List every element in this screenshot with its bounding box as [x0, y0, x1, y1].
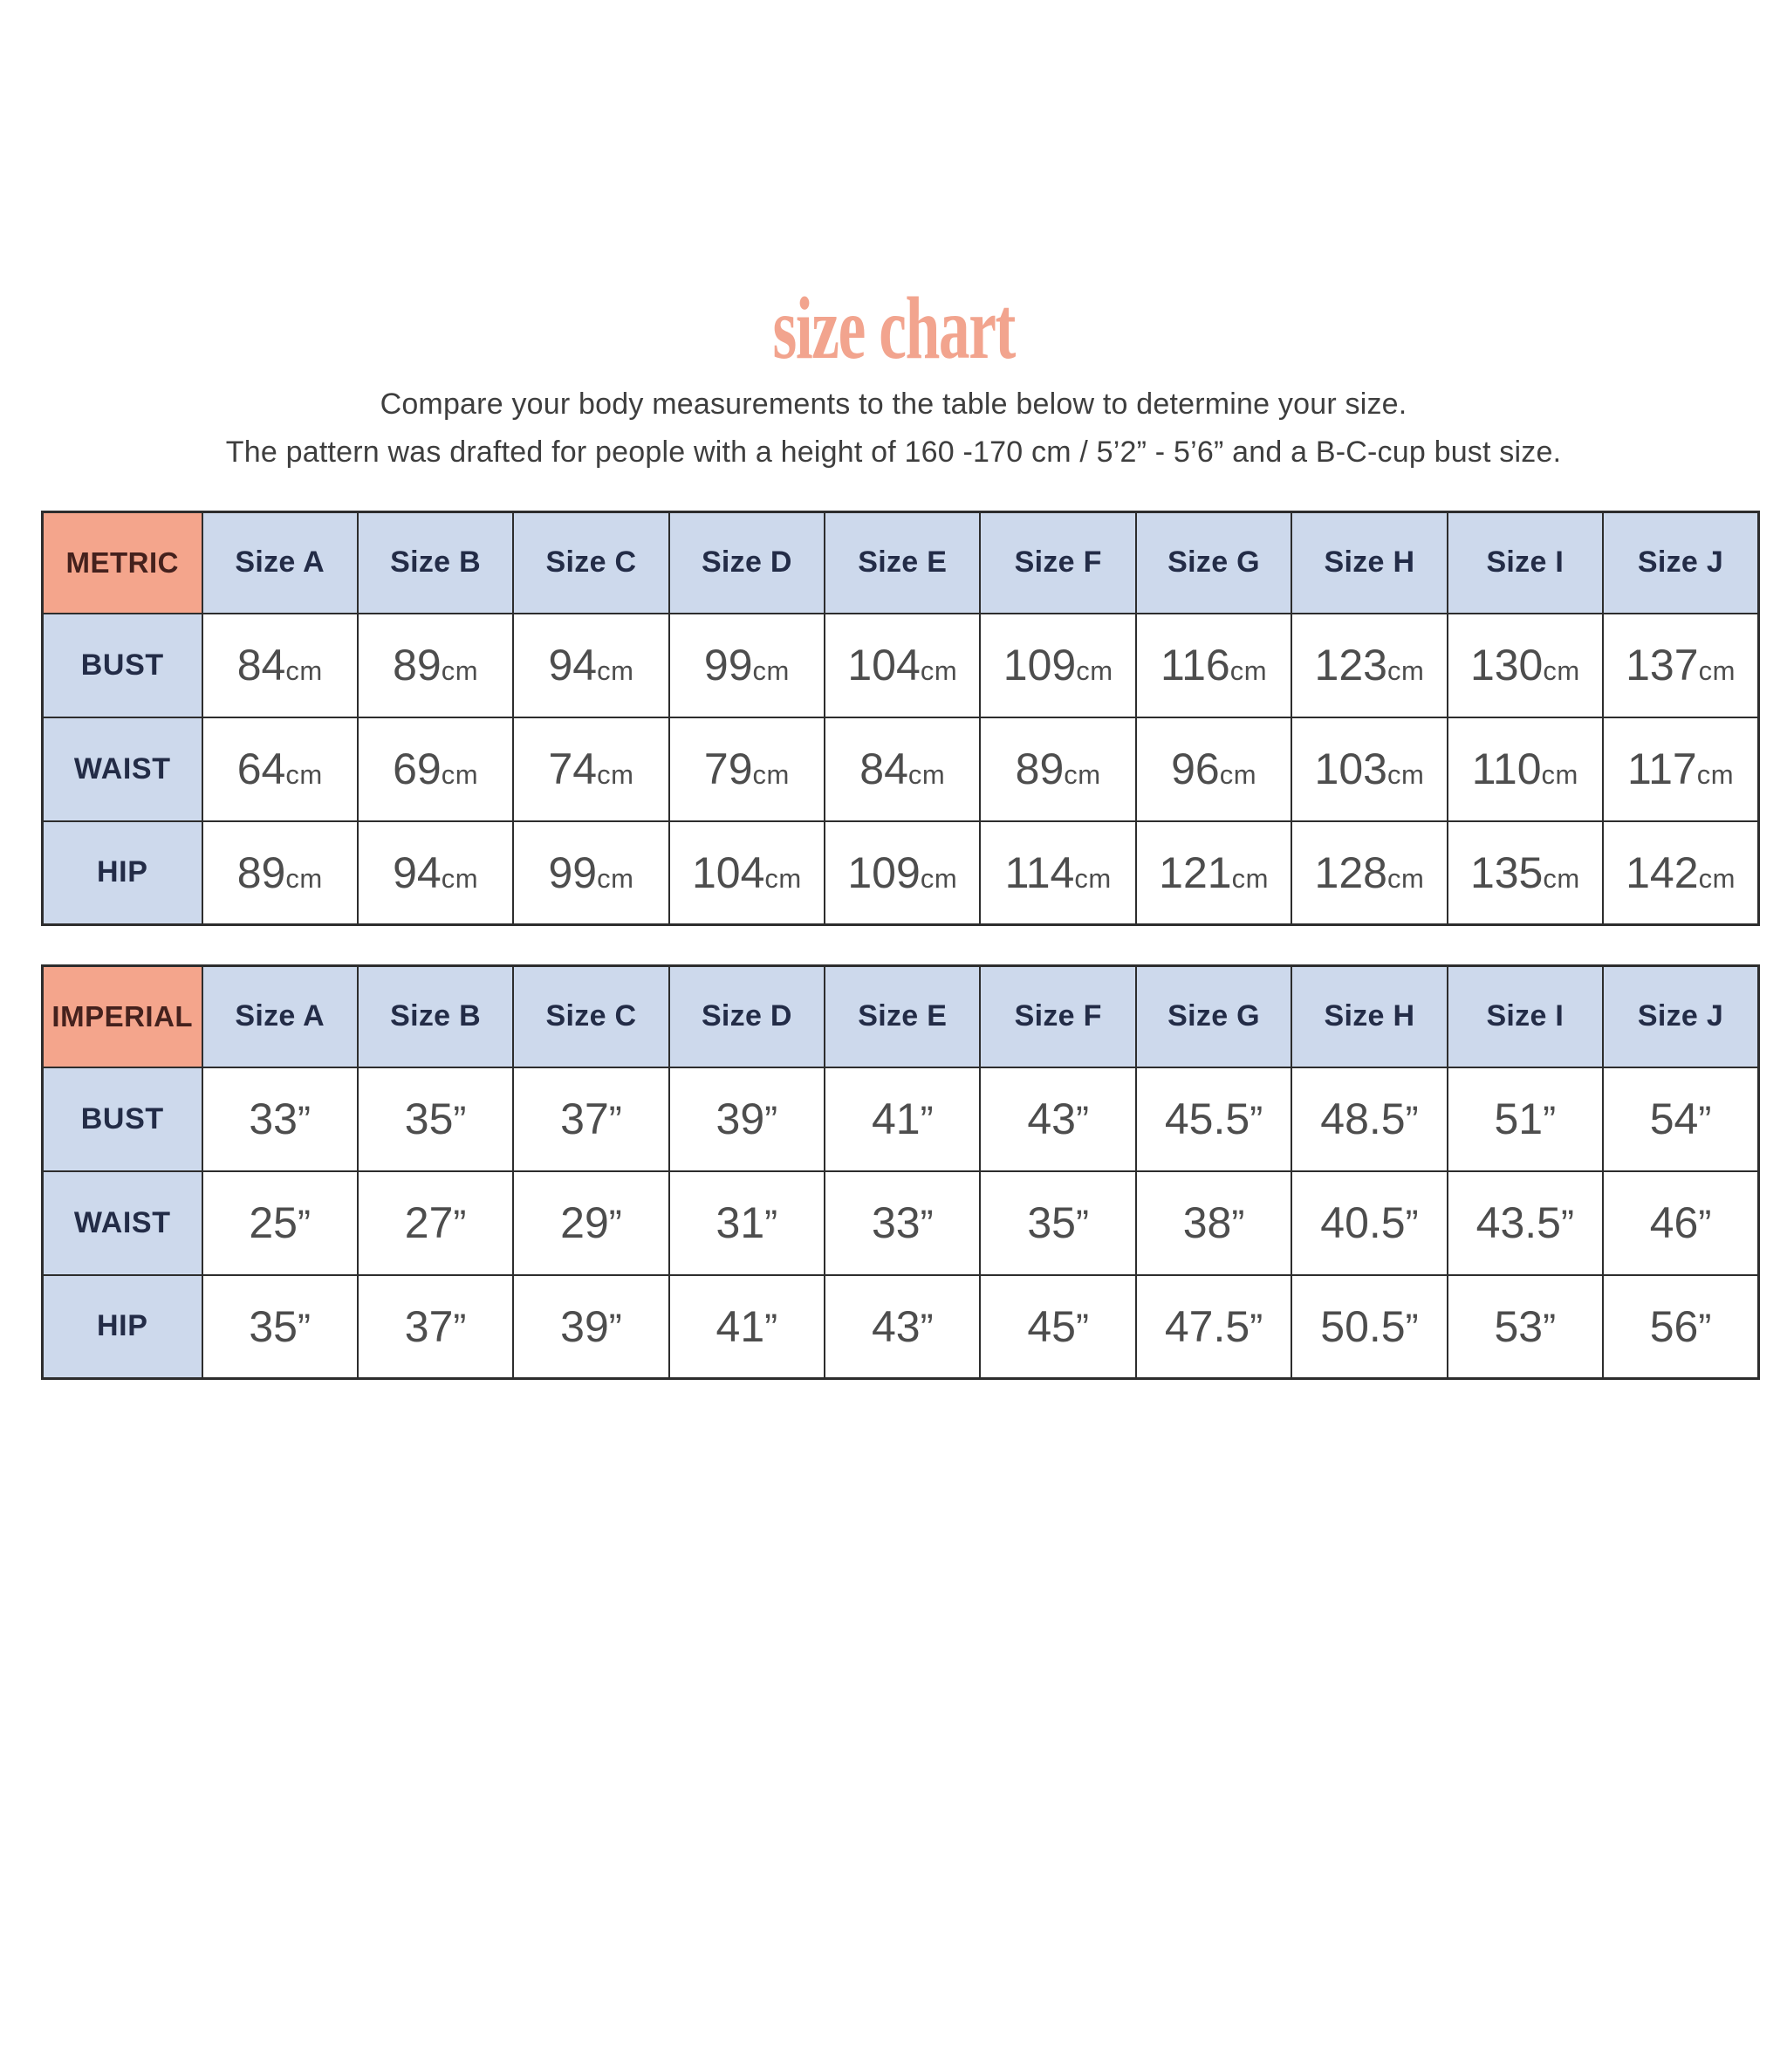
- measurement-row-header: HIP: [43, 821, 202, 925]
- measurement-value-cell: [513, 1171, 668, 1275]
- measurement-unit: cm: [285, 655, 323, 687]
- measurement-unit: cm: [285, 862, 323, 894]
- measurement-value-cell: [202, 614, 358, 717]
- measurement-number: 104: [847, 641, 921, 690]
- measurement-number: 117: [1626, 744, 1697, 794]
- measurement-unit: cm: [1698, 655, 1736, 687]
- size-column-header: Size I: [1448, 512, 1603, 614]
- measurement-unit: cm: [752, 759, 790, 791]
- measurement-unit: ”: [1698, 1305, 1712, 1350]
- measurement-value-cell: [825, 1171, 980, 1275]
- measurement-value-cell: [358, 821, 513, 925]
- measurement-unit: ”: [298, 1098, 311, 1143]
- measurement-number: 54: [1649, 1094, 1699, 1144]
- measurement-unit: ”: [764, 1202, 778, 1247]
- measurement-value-cell: [1448, 614, 1603, 717]
- measurement-value-cell: [825, 1275, 980, 1379]
- measurement-number: 130: [1469, 641, 1544, 690]
- measurement-row: [43, 1275, 1759, 1379]
- size-column-header: Size E: [825, 966, 980, 1067]
- measurement-unit: cm: [597, 862, 634, 894]
- measurement-unit: cm: [907, 759, 946, 791]
- measurement-value-cell: [513, 614, 668, 717]
- measurement-number: 64: [236, 744, 286, 794]
- measurement-unit: cm: [1231, 862, 1269, 894]
- measurement-unit: ”: [1250, 1098, 1263, 1143]
- measurement-unit: cm: [764, 862, 802, 894]
- measurement-number: 46: [1649, 1198, 1699, 1248]
- measurement-unit: ”: [1075, 1305, 1089, 1350]
- measurement-row: [43, 821, 1759, 925]
- measurement-value-cell: [825, 614, 980, 717]
- size-column-header: Size J: [1603, 512, 1758, 614]
- measurement-value-cell: [1448, 717, 1603, 821]
- measurement-unit: cm: [1229, 655, 1268, 687]
- subtitle-line-2: The pattern was drafted for people with a height of 160 -170 cm / 5’2” - 5’6” and a B-C-cup bust size.: [225, 436, 1562, 470]
- measurement-value-cell: [669, 717, 825, 821]
- measurement-number: 50.5: [1320, 1301, 1406, 1351]
- measurement-unit: ”: [608, 1098, 622, 1143]
- measurement-number: 99: [548, 847, 598, 897]
- measurement-unit: cm: [1386, 655, 1425, 687]
- size-column-header: Size F: [980, 512, 1135, 614]
- measurement-unit: ”: [608, 1305, 622, 1350]
- measurement-row-header: BUST: [43, 1067, 202, 1171]
- measurement-unit: ”: [453, 1202, 467, 1247]
- measurement-number: 37: [404, 1301, 454, 1351]
- measurement-number: 41: [715, 1301, 765, 1351]
- measurement-unit: ”: [920, 1098, 934, 1143]
- measurement-value-cell: [1448, 1171, 1603, 1275]
- size-column-header: Size J: [1603, 966, 1758, 1067]
- measurement-number: 116: [1161, 641, 1230, 690]
- measurement-number: 103: [1314, 744, 1387, 794]
- measurement-value-cell: [202, 717, 358, 821]
- measurement-unit: ”: [1405, 1098, 1419, 1143]
- measurement-unit: ”: [1250, 1305, 1263, 1350]
- measurement-number: 27: [404, 1198, 454, 1248]
- measurement-unit: cm: [1219, 759, 1257, 791]
- measurement-value-cell: [202, 1275, 358, 1379]
- measurement-unit: cm: [285, 759, 323, 791]
- measurement-number: 37: [560, 1094, 609, 1144]
- measurement-number: 33: [871, 1198, 921, 1248]
- measurement-unit: ”: [453, 1098, 467, 1143]
- size-column-header: Size H: [1291, 512, 1447, 614]
- measurement-value-cell: [1291, 717, 1447, 821]
- measurement-number: 45: [1027, 1301, 1076, 1351]
- measurement-value-cell: [1136, 614, 1291, 717]
- imperial-unit-label-cell: IMPERIAL: [43, 966, 202, 1067]
- measurement-value-cell: [513, 821, 668, 925]
- measurement-value-cell: [1603, 1275, 1758, 1379]
- measurement-row: [43, 1067, 1759, 1171]
- measurement-number: 43.5: [1475, 1198, 1561, 1248]
- measurement-number: 43: [871, 1301, 921, 1351]
- measurement-unit: ”: [1698, 1098, 1712, 1143]
- measurement-value-cell: [825, 1067, 980, 1171]
- measurement-value-cell: [1603, 614, 1758, 717]
- measurement-number: 137: [1626, 641, 1699, 690]
- measurement-unit: cm: [1074, 862, 1112, 894]
- size-chart-page: [0, 279, 1787, 1380]
- measurement-number: 74: [548, 744, 598, 794]
- size-column-header: Size F: [980, 966, 1135, 1067]
- measurement-row: [43, 614, 1759, 717]
- measurement-unit: cm: [1543, 655, 1580, 687]
- measurement-unit: cm: [597, 655, 634, 687]
- measurement-value-cell: [358, 1171, 513, 1275]
- size-column-header: Size A: [202, 512, 358, 614]
- measurement-value-cell: [980, 1275, 1135, 1379]
- measurement-number: 39: [715, 1094, 765, 1144]
- measurement-unit: cm: [1698, 862, 1736, 894]
- measurement-row-header: WAIST: [43, 717, 202, 821]
- size-column-header: Size G: [1136, 512, 1291, 614]
- measurement-value-cell: [1291, 1067, 1447, 1171]
- measurement-value-cell: [1603, 1067, 1758, 1171]
- measurement-number: 128: [1314, 847, 1387, 897]
- measurement-number: 38: [1182, 1198, 1232, 1248]
- measurement-value-cell: [1136, 821, 1291, 925]
- measurement-value-cell: [1603, 1171, 1758, 1275]
- measurement-number: 94: [393, 847, 442, 897]
- measurement-unit: ”: [298, 1202, 311, 1247]
- measurement-value-cell: [1136, 1171, 1291, 1275]
- measurement-value-cell: [980, 717, 1135, 821]
- measurement-unit: ”: [1560, 1202, 1574, 1247]
- measurement-number: 84: [236, 641, 286, 690]
- measurement-value-cell: [825, 821, 980, 925]
- measurement-unit: cm: [1543, 862, 1580, 894]
- measurement-unit: cm: [1696, 759, 1735, 791]
- measurement-value-cell: [1291, 1171, 1447, 1275]
- size-header-row: [43, 966, 1759, 1067]
- measurement-value-cell: [1603, 717, 1758, 821]
- measurement-unit: ”: [453, 1305, 467, 1350]
- measurement-number: 35: [1027, 1198, 1076, 1248]
- measurement-unit: ”: [1075, 1098, 1089, 1143]
- size-column-header: Size G: [1136, 966, 1291, 1067]
- size-column-header: Size E: [825, 512, 980, 614]
- measurement-unit: cm: [441, 759, 479, 791]
- measurement-row: [43, 1171, 1759, 1275]
- measurement-unit: ”: [608, 1202, 622, 1247]
- measurement-value-cell: [980, 614, 1135, 717]
- measurement-value-cell: [669, 1171, 825, 1275]
- measurement-unit: ”: [920, 1305, 934, 1350]
- size-column-header: Size C: [513, 512, 668, 614]
- metric-unit-label-cell: METRIC: [43, 512, 202, 614]
- measurement-value-cell: [202, 1067, 358, 1171]
- measurement-number: 47.5: [1164, 1301, 1250, 1351]
- measurement-number: 39: [560, 1301, 609, 1351]
- measurement-number: 104: [691, 847, 765, 897]
- size-column-header: Size A: [202, 966, 358, 1067]
- measurement-number: 33: [249, 1094, 298, 1144]
- measurement-value-cell: [513, 717, 668, 821]
- measurement-number: 69: [393, 744, 442, 794]
- measurement-number: 40.5: [1320, 1198, 1406, 1248]
- measurement-number: 84: [859, 744, 908, 794]
- metric-size-table: [41, 511, 1760, 926]
- measurement-value-cell: [358, 717, 513, 821]
- measurement-value-cell: [980, 1171, 1135, 1275]
- measurement-number: 35: [404, 1094, 454, 1144]
- measurement-unit: cm: [1386, 759, 1425, 791]
- measurement-value-cell: [202, 821, 358, 925]
- measurement-number: 114: [1004, 847, 1075, 897]
- measurement-number: 135: [1469, 847, 1544, 897]
- measurement-unit: ”: [764, 1305, 778, 1350]
- measurement-unit: cm: [1541, 759, 1578, 791]
- measurement-number: 89: [1015, 744, 1065, 794]
- measurement-row-header: BUST: [43, 614, 202, 717]
- measurement-unit: cm: [597, 759, 634, 791]
- measurement-row-header: HIP: [43, 1275, 202, 1379]
- measurement-number: 123: [1314, 641, 1387, 690]
- measurement-value-cell: [1448, 821, 1603, 925]
- size-column-header: Size B: [358, 966, 513, 1067]
- measurement-number: 142: [1626, 847, 1699, 897]
- measurement-value-cell: [1291, 821, 1447, 925]
- measurement-value-cell: [669, 821, 825, 925]
- measurement-number: 25: [249, 1198, 298, 1248]
- measurement-number: 99: [703, 641, 753, 690]
- measurement-number: 48.5: [1320, 1094, 1406, 1144]
- measurement-unit: cm: [441, 862, 479, 894]
- measurement-value-cell: [358, 1067, 513, 1171]
- size-column-header: Size H: [1291, 966, 1447, 1067]
- measurement-number: 51: [1494, 1094, 1544, 1144]
- measurement-unit: cm: [920, 655, 958, 687]
- measurement-unit: ”: [764, 1098, 778, 1143]
- measurement-value-cell: [980, 821, 1135, 925]
- size-column-header: Size I: [1448, 966, 1603, 1067]
- measurement-number: 35: [249, 1301, 298, 1351]
- measurement-value-cell: [980, 1067, 1135, 1171]
- measurement-unit: cm: [1076, 655, 1113, 687]
- measurement-unit: cm: [441, 655, 479, 687]
- measurement-value-cell: [1603, 821, 1758, 925]
- measurement-unit: ”: [1405, 1202, 1419, 1247]
- measurement-value-cell: [669, 1067, 825, 1171]
- page-title-text: size chart: [772, 279, 1015, 378]
- measurement-value-cell: [825, 717, 980, 821]
- measurement-number: 89: [236, 847, 286, 897]
- measurement-unit: ”: [1075, 1202, 1089, 1247]
- measurement-row-header: WAIST: [43, 1171, 202, 1275]
- size-column-header: Size D: [669, 512, 825, 614]
- measurement-value-cell: [1448, 1275, 1603, 1379]
- measurement-value-cell: [1136, 717, 1291, 821]
- measurement-value-cell: [669, 1275, 825, 1379]
- measurement-number: 109: [847, 847, 921, 897]
- size-column-header: Size B: [358, 512, 513, 614]
- measurement-row: [43, 717, 1759, 821]
- measurement-number: 79: [703, 744, 753, 794]
- size-header-row: [43, 512, 1759, 614]
- measurement-unit: ”: [1543, 1098, 1557, 1143]
- page-title: [0, 279, 1787, 378]
- measurement-value-cell: [1291, 1275, 1447, 1379]
- measurement-value-cell: [1291, 614, 1447, 717]
- measurement-number: 94: [548, 641, 598, 690]
- measurement-value-cell: [669, 614, 825, 717]
- measurement-unit: ”: [920, 1202, 934, 1247]
- measurement-number: 110: [1471, 744, 1542, 794]
- measurement-unit: cm: [1386, 862, 1425, 894]
- measurement-value-cell: [358, 614, 513, 717]
- measurement-number: 41: [871, 1094, 921, 1144]
- measurement-value-cell: [1136, 1275, 1291, 1379]
- measurement-number: 96: [1171, 744, 1220, 794]
- measurement-unit: ”: [1543, 1305, 1557, 1350]
- measurement-number: 43: [1027, 1094, 1076, 1144]
- imperial-size-table: [41, 964, 1760, 1380]
- measurement-unit: ”: [298, 1305, 311, 1350]
- measurement-value-cell: [202, 1171, 358, 1275]
- measurement-unit: ”: [1231, 1202, 1245, 1247]
- measurement-value-cell: [1448, 1067, 1603, 1171]
- measurement-unit: ”: [1698, 1202, 1712, 1247]
- measurement-value-cell: [1136, 1067, 1291, 1171]
- measurement-number: 53: [1494, 1301, 1544, 1351]
- measurement-number: 121: [1159, 847, 1232, 897]
- measurement-value-cell: [358, 1275, 513, 1379]
- measurement-number: 31: [715, 1198, 765, 1248]
- measurement-unit: cm: [1064, 759, 1101, 791]
- subtitle-line-1: Compare your body measurements to the table below to determine your size.: [380, 388, 1407, 421]
- measurement-number: 29: [560, 1198, 609, 1248]
- size-column-header: Size C: [513, 966, 668, 1067]
- measurement-unit: ”: [1405, 1305, 1419, 1350]
- measurement-number: 45.5: [1164, 1094, 1250, 1144]
- measurement-value-cell: [513, 1067, 668, 1171]
- measurement-number: 56: [1649, 1301, 1699, 1351]
- size-column-header: Size D: [669, 966, 825, 1067]
- measurement-unit: cm: [920, 862, 958, 894]
- measurement-value-cell: [513, 1275, 668, 1379]
- measurement-unit: cm: [752, 655, 790, 687]
- measurement-number: 89: [393, 641, 442, 690]
- measurement-number: 109: [1003, 641, 1077, 690]
